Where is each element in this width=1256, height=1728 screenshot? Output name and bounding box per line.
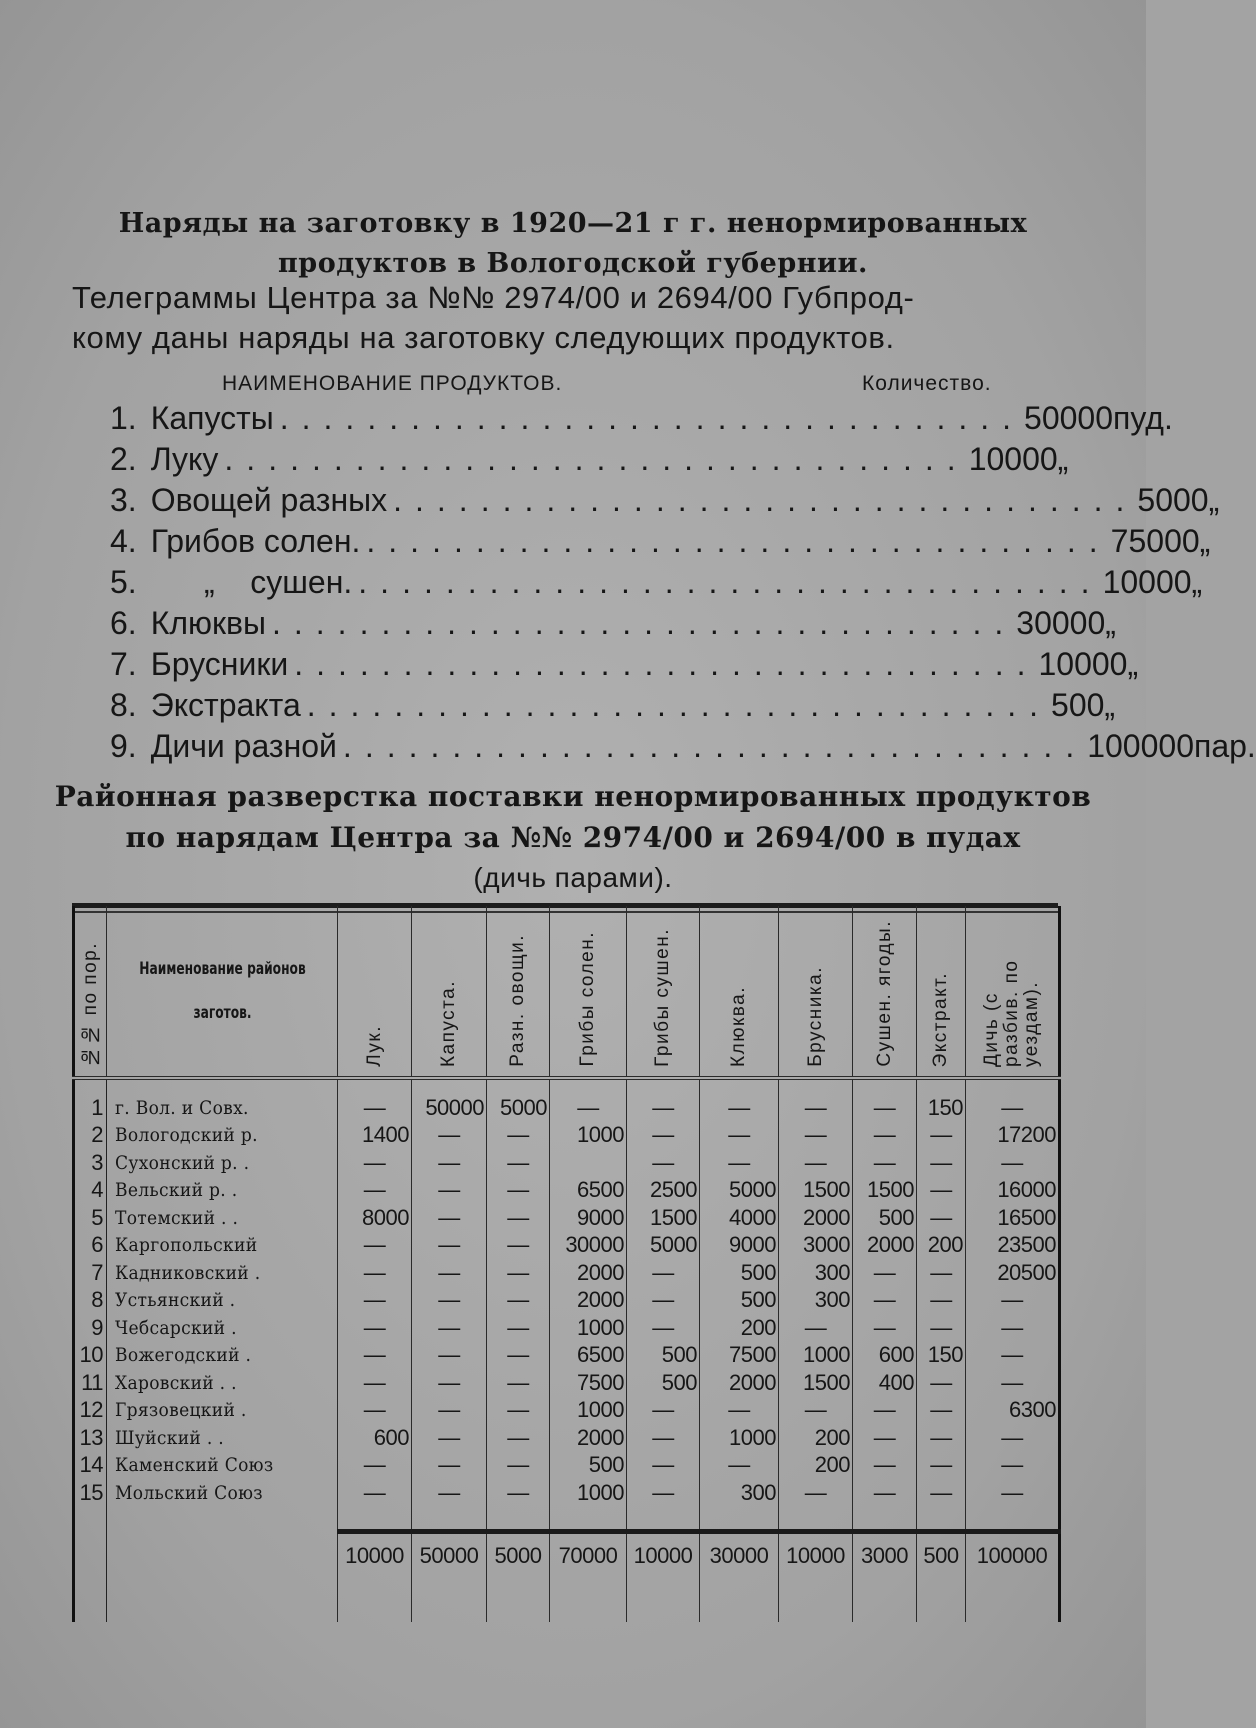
product-item: [110, 523, 1211, 563]
row-number: 8: [74, 1287, 107, 1315]
cell-value: —: [412, 1259, 487, 1287]
cell-value: —: [779, 1149, 853, 1177]
product-name: Грибов солен.: [150, 523, 361, 559]
cell-value: —: [853, 1452, 917, 1480]
leader-dots: ..................................: [294, 646, 1039, 682]
quantity-column-header: Количество.: [862, 372, 992, 395]
district-name: Кадниковский .: [107, 1259, 338, 1287]
cell-value: —: [412, 1424, 487, 1452]
cell-value: 50000: [412, 1078, 487, 1122]
cell-value: —: [966, 1369, 1060, 1397]
product-number: 1.: [110, 400, 137, 436]
cell-value: —: [966, 1149, 1060, 1177]
product-unit: „: [1057, 441, 1069, 477]
product-number: 5.: [110, 564, 137, 600]
totals-row: [74, 1531, 1060, 1578]
cell-value: 200: [779, 1424, 853, 1452]
product-item: [110, 400, 1173, 440]
table-title-line3: (дичь парами).: [473, 862, 673, 893]
cell-value: 16500: [966, 1204, 1060, 1232]
total-value: 10000: [779, 1531, 853, 1578]
product-item: [110, 605, 1116, 645]
cell-value: —: [487, 1149, 550, 1177]
cell-value: 6500: [550, 1177, 627, 1205]
leader-dots: ..................................: [393, 482, 1138, 518]
district-name: Каменский Союз: [107, 1452, 338, 1480]
cell-value: —: [338, 1287, 412, 1315]
cell-value: —: [853, 1397, 917, 1425]
table-row: [74, 1424, 1060, 1452]
cell-value: 2000: [779, 1204, 853, 1232]
document-title-line2: продуктов в Вологодской губернии.: [278, 248, 868, 279]
total-value: 3000: [853, 1531, 917, 1578]
column-header-label: Экстракт.: [930, 971, 951, 1067]
cell-value: —: [966, 1342, 1060, 1370]
cell-value: 300: [779, 1259, 853, 1287]
cell-value: 500: [627, 1342, 700, 1370]
product-number: 8.: [110, 687, 137, 723]
column-header-label: Сушен. ягоды.: [873, 920, 895, 1067]
cell-value: 5000: [700, 1177, 779, 1205]
product-name: Луку: [150, 441, 219, 477]
cell-value: —: [487, 1204, 550, 1232]
cell-value: 20500: [966, 1259, 1060, 1287]
row-number: 3: [74, 1149, 107, 1177]
column-header: [917, 906, 966, 1078]
cell-value: —: [627, 1287, 700, 1315]
cell-value: 1000: [550, 1479, 627, 1507]
product-name: Клюквы: [150, 605, 266, 641]
product-number: 6.: [110, 605, 137, 641]
table-row: [74, 1204, 1060, 1232]
column-header-label: Грибы солен.: [577, 931, 598, 1067]
column-header: [487, 906, 550, 1078]
cell-value: —: [917, 1452, 966, 1480]
cell-value: —: [627, 1452, 700, 1480]
cell-value: —: [338, 1479, 412, 1507]
cell-value: 1000: [550, 1397, 627, 1425]
cell-value: —: [853, 1424, 917, 1452]
cell-value: —: [412, 1479, 487, 1507]
cell-value: 300: [700, 1479, 779, 1507]
cell-value: 7500: [700, 1342, 779, 1370]
cell-value: 1000: [550, 1122, 627, 1150]
product-unit: „: [1208, 482, 1220, 518]
cell-value: 200: [917, 1232, 966, 1260]
telegram-text-line1: Телеграммы Центра за №№ 2974/00 и 2694/00 Губпрод-: [72, 280, 915, 315]
district-name: Тотемский . .: [107, 1204, 338, 1232]
table-row: [74, 1149, 1060, 1177]
total-value: 500: [917, 1531, 966, 1578]
cell-value: —: [338, 1452, 412, 1480]
table-row: [74, 1314, 1060, 1342]
cell-value: 4000: [700, 1204, 779, 1232]
product-item: [110, 646, 1139, 686]
cell-value: —: [917, 1479, 966, 1507]
district-name: г. Вол. и Совх.: [107, 1078, 338, 1122]
row-number: 12: [74, 1397, 107, 1425]
cell-value: 1500: [627, 1204, 700, 1232]
cell-value: —: [779, 1122, 853, 1150]
total-value: 50000: [412, 1531, 487, 1578]
cell-value: —: [917, 1314, 966, 1342]
cell-value: —: [853, 1287, 917, 1315]
district-name: Мольский Союз: [107, 1479, 338, 1507]
column-header: [700, 906, 779, 1078]
product-unit: „: [1105, 605, 1116, 641]
product-quantity: 10000: [1102, 564, 1192, 600]
cell-value: 300: [779, 1287, 853, 1315]
telegram-text-line2: кому даны наряды на заготовку следующих продуктов.: [72, 320, 895, 355]
cell-value: —: [412, 1149, 487, 1177]
cell-value: —: [550, 1078, 627, 1122]
cell-value: —: [338, 1369, 412, 1397]
cell-value: —: [627, 1397, 700, 1425]
product-quantity: 50000: [1024, 400, 1114, 436]
cell-value: —: [487, 1452, 550, 1480]
cell-value: 200: [700, 1314, 779, 1342]
cell-value: —: [338, 1259, 412, 1287]
cell-value: —: [966, 1078, 1060, 1122]
product-unit: пар.: [1193, 728, 1256, 764]
table-row: [74, 1397, 1060, 1425]
cell-value: —: [338, 1397, 412, 1425]
cell-value: 500: [853, 1204, 917, 1232]
cell-value: —: [627, 1314, 700, 1342]
district-name: Сухонский р. .: [107, 1149, 338, 1177]
cell-value: —: [627, 1259, 700, 1287]
cell-value: —: [853, 1259, 917, 1287]
cell-value: 1000: [550, 1314, 627, 1342]
leader-dots: ..................................: [279, 400, 1025, 436]
cell-value: 30000: [550, 1232, 627, 1260]
allocation-table: [72, 906, 1061, 1622]
cell-value: —: [412, 1369, 487, 1397]
cell-value: —: [412, 1397, 487, 1425]
cell-value: —: [338, 1177, 412, 1205]
cell-value: —: [412, 1452, 487, 1480]
district-name: Чебсарский .: [107, 1314, 338, 1342]
column-header-label: Разн. овощи.: [507, 934, 528, 1067]
cell-value: —: [412, 1177, 487, 1205]
cell-value: —: [700, 1078, 779, 1122]
leader-dots: ..................................: [342, 728, 1088, 764]
product-unit: „: [1104, 687, 1116, 723]
cell-value: 1500: [779, 1369, 853, 1397]
cell-value: —: [487, 1122, 550, 1150]
row-number: 7: [74, 1259, 107, 1287]
cell-value: 600: [853, 1342, 917, 1370]
table-row: [74, 1452, 1060, 1480]
row-number: 11: [74, 1369, 107, 1397]
total-value: 30000: [700, 1531, 779, 1578]
cell-value: —: [917, 1149, 966, 1177]
cell-value: —: [487, 1397, 550, 1425]
cell-value: —: [700, 1149, 779, 1177]
table-row: [74, 1342, 1060, 1370]
product-unit: „: [1127, 646, 1139, 682]
column-header-label: Лук.: [363, 1025, 385, 1067]
totals-rule: [74, 1507, 1060, 1532]
document-title-line1: Наряды на заготовку в 1920—21 г г. ненормированных: [118, 208, 1028, 239]
cell-value: 150: [917, 1342, 966, 1370]
row-number: 4: [74, 1177, 107, 1205]
blank-cell: [74, 1531, 107, 1578]
row-number: 6: [74, 1232, 107, 1260]
total-value: 10000: [627, 1531, 700, 1578]
cell-value: —: [487, 1314, 550, 1342]
cell-value: —: [412, 1204, 487, 1232]
cell-value: 1500: [779, 1177, 853, 1205]
cell-value: —: [627, 1479, 700, 1507]
cell-value: 17200: [966, 1122, 1060, 1150]
cell-value: —: [966, 1424, 1060, 1452]
cell-value: 1500: [853, 1177, 917, 1205]
cell-value: —: [917, 1424, 966, 1452]
cell-value: —: [917, 1259, 966, 1287]
cell-value: 1400: [338, 1122, 412, 1150]
product-number: 4.: [110, 523, 137, 559]
table-row: [74, 1287, 1060, 1315]
column-header-label: Грибы сушен.: [652, 928, 673, 1067]
cell-value: —: [917, 1287, 966, 1315]
product-name: Брусники: [150, 646, 289, 682]
cell-value: —: [917, 1177, 966, 1205]
table-title-line2: по нарядам Центра за №№ 2974/00 и 2694/00 в пудах: [125, 821, 1021, 854]
cell-value: 600: [338, 1424, 412, 1452]
leader-dots: ..................................: [358, 564, 1103, 600]
cell-value: —: [853, 1122, 917, 1150]
table-row: [74, 1369, 1060, 1397]
product-number: 3.: [110, 482, 137, 518]
column-header-label: Капуста.: [438, 979, 459, 1067]
column-header-label: Брусника.: [804, 966, 826, 1067]
product-quantity: 75000: [1110, 523, 1200, 559]
cell-value: 500: [700, 1287, 779, 1315]
products-column-header: НАИМЕНОВАНИЕ ПРОДУКТОВ.: [222, 372, 563, 395]
cell-value: —: [966, 1452, 1060, 1480]
district-name: Вологодский р.: [107, 1122, 338, 1150]
cell-value: —: [853, 1314, 917, 1342]
cell-value: 6500: [550, 1342, 627, 1370]
row-number: 10: [74, 1342, 107, 1370]
cell-value: —: [487, 1232, 550, 1260]
cell-value: —: [412, 1314, 487, 1342]
cell-value: —: [779, 1397, 853, 1425]
cell-value: 500: [700, 1259, 779, 1287]
leader-dots: ..................................: [366, 523, 1111, 559]
cell-value: 5000: [487, 1078, 550, 1122]
cell-value: 23500: [966, 1232, 1060, 1260]
table-row: [74, 1259, 1060, 1287]
blank-cell: [107, 1531, 338, 1578]
cell-value: —: [853, 1149, 917, 1177]
table-row: [74, 1177, 1060, 1205]
district-name: Вельский р. .: [107, 1177, 338, 1205]
cell-value: —: [338, 1078, 412, 1122]
cell-value: —: [487, 1259, 550, 1287]
table-row: [74, 1122, 1060, 1150]
cell-value: —: [627, 1149, 700, 1177]
column-header: [338, 906, 412, 1078]
product-quantity: 10000: [968, 441, 1058, 477]
leader-dots: ..................................: [306, 687, 1052, 723]
cell-value: 2000: [700, 1369, 779, 1397]
district-name: Харовский . .: [107, 1369, 338, 1397]
product-item: [110, 482, 1220, 522]
product-number: 7.: [110, 646, 137, 682]
product-quantity: 5000: [1137, 482, 1209, 518]
column-header: [550, 906, 627, 1078]
cell-value: —: [412, 1122, 487, 1150]
district-name: Шуйский . .: [107, 1424, 338, 1452]
cell-value: —: [700, 1397, 779, 1425]
row-number: 5: [74, 1204, 107, 1232]
total-value: 5000: [487, 1531, 550, 1578]
product-name: Овощей разных: [150, 482, 388, 518]
product-item: [110, 564, 1203, 604]
cell-value: —: [487, 1342, 550, 1370]
cell-value: 8000: [338, 1204, 412, 1232]
cell-value: —: [917, 1369, 966, 1397]
total-value: 70000: [550, 1531, 627, 1578]
product-number: 2.: [110, 441, 137, 477]
cell-value: 2000: [853, 1232, 917, 1260]
district-name: Каргопольский: [107, 1232, 338, 1260]
cell-value: 3000: [779, 1232, 853, 1260]
column-header-label: Клюква.: [728, 986, 749, 1067]
table-tail: [74, 1578, 1060, 1622]
cell-value: 9000: [700, 1232, 779, 1260]
product-number: 9.: [110, 728, 137, 764]
row-number: 2: [74, 1122, 107, 1150]
cell-value: 2000: [550, 1424, 627, 1452]
cell-value: 200: [779, 1452, 853, 1480]
column-header-label: Дичь (с разбив. по уездам).: [981, 959, 1042, 1067]
column-header: [966, 906, 1060, 1078]
cell-value: —: [412, 1342, 487, 1370]
cell-value: —: [627, 1122, 700, 1150]
cell-value: —: [487, 1369, 550, 1397]
product-name: „ сушен.: [150, 564, 353, 600]
product-item: [110, 728, 1256, 768]
product-name: Экстракта: [150, 687, 301, 723]
row-number: 14: [74, 1452, 107, 1480]
cell-value: 1000: [700, 1424, 779, 1452]
total-value: 100000: [966, 1531, 1060, 1578]
cell-value: 400: [853, 1369, 917, 1397]
leader-dots: ..................................: [272, 605, 1017, 641]
product-name: Дичи разной: [150, 728, 337, 764]
cell-value: —: [966, 1287, 1060, 1315]
cell-value: 1000: [779, 1342, 853, 1370]
cell-value: 16000: [966, 1177, 1060, 1205]
cell-value: —: [779, 1479, 853, 1507]
column-header-label: №№ по пор.: [79, 941, 101, 1067]
cell-value: 2500: [627, 1177, 700, 1205]
row-number: 9: [74, 1314, 107, 1342]
product-quantity: 100000: [1087, 728, 1194, 764]
product-quantity: 30000: [1016, 605, 1106, 641]
cell-value: 150: [917, 1078, 966, 1122]
cell-value: —: [487, 1177, 550, 1205]
cell-value: —: [487, 1424, 550, 1452]
cell-value: 2000: [550, 1287, 627, 1315]
table-row: [74, 1078, 1060, 1122]
cell-value: —: [627, 1424, 700, 1452]
total-value: 10000: [338, 1531, 412, 1578]
cell-value: —: [700, 1122, 779, 1150]
cell-value: —: [338, 1342, 412, 1370]
cell-value: —: [627, 1078, 700, 1122]
column-header: [853, 906, 917, 1078]
product-quantity: 10000: [1038, 646, 1128, 682]
cell-value: —: [487, 1287, 550, 1315]
product-item: [110, 687, 1116, 727]
cell-value: —: [700, 1452, 779, 1480]
district-name: Вожегодский .: [107, 1342, 338, 1370]
cell-value: —: [487, 1479, 550, 1507]
cell-value: —: [853, 1479, 917, 1507]
table-title-line1: Районная разверстка поставки ненормированных продуктов: [54, 780, 1092, 813]
product-unit: пуд.: [1113, 400, 1173, 436]
product-unit: „: [1199, 523, 1211, 559]
leader-dots: ..................................: [224, 441, 969, 477]
table-row: [74, 1479, 1060, 1507]
column-header: [412, 906, 487, 1078]
cell-value: 7500: [550, 1369, 627, 1397]
cell-value: —: [917, 1122, 966, 1150]
product-item: [110, 441, 1069, 481]
cell-value: —: [412, 1287, 487, 1315]
cell-value: —: [338, 1232, 412, 1260]
cell-value: —: [338, 1314, 412, 1342]
district-name: Устьянский .: [107, 1287, 338, 1315]
column-header: Наименование районов заготов.: [130, 906, 315, 1078]
column-header: [779, 906, 853, 1078]
cell-value: —: [917, 1204, 966, 1232]
column-header: [74, 906, 107, 1078]
district-name: Грязовецкий .: [107, 1397, 338, 1425]
cell-value: 5000: [627, 1232, 700, 1260]
cell-value: 9000: [550, 1204, 627, 1232]
product-unit: „: [1191, 564, 1203, 600]
cell-value: [550, 1149, 627, 1177]
cell-value: —: [966, 1479, 1060, 1507]
cell-value: —: [853, 1078, 917, 1122]
cell-value: —: [966, 1314, 1060, 1342]
table-row: [74, 1232, 1060, 1260]
row-number: 15: [74, 1479, 107, 1507]
cell-value: —: [412, 1232, 487, 1260]
cell-value: 500: [627, 1369, 700, 1397]
column-header: [627, 906, 700, 1078]
cell-value: 2000: [550, 1259, 627, 1287]
cell-value: —: [779, 1078, 853, 1122]
row-number: 1: [74, 1078, 107, 1122]
cell-value: 500: [550, 1452, 627, 1480]
product-name: Капусты: [150, 400, 274, 436]
cell-value: —: [338, 1149, 412, 1177]
cell-value: —: [917, 1397, 966, 1425]
row-number: 13: [74, 1424, 107, 1452]
cell-value: 6300: [966, 1397, 1060, 1425]
cell-value: —: [779, 1314, 853, 1342]
product-quantity: 500: [1051, 687, 1105, 723]
